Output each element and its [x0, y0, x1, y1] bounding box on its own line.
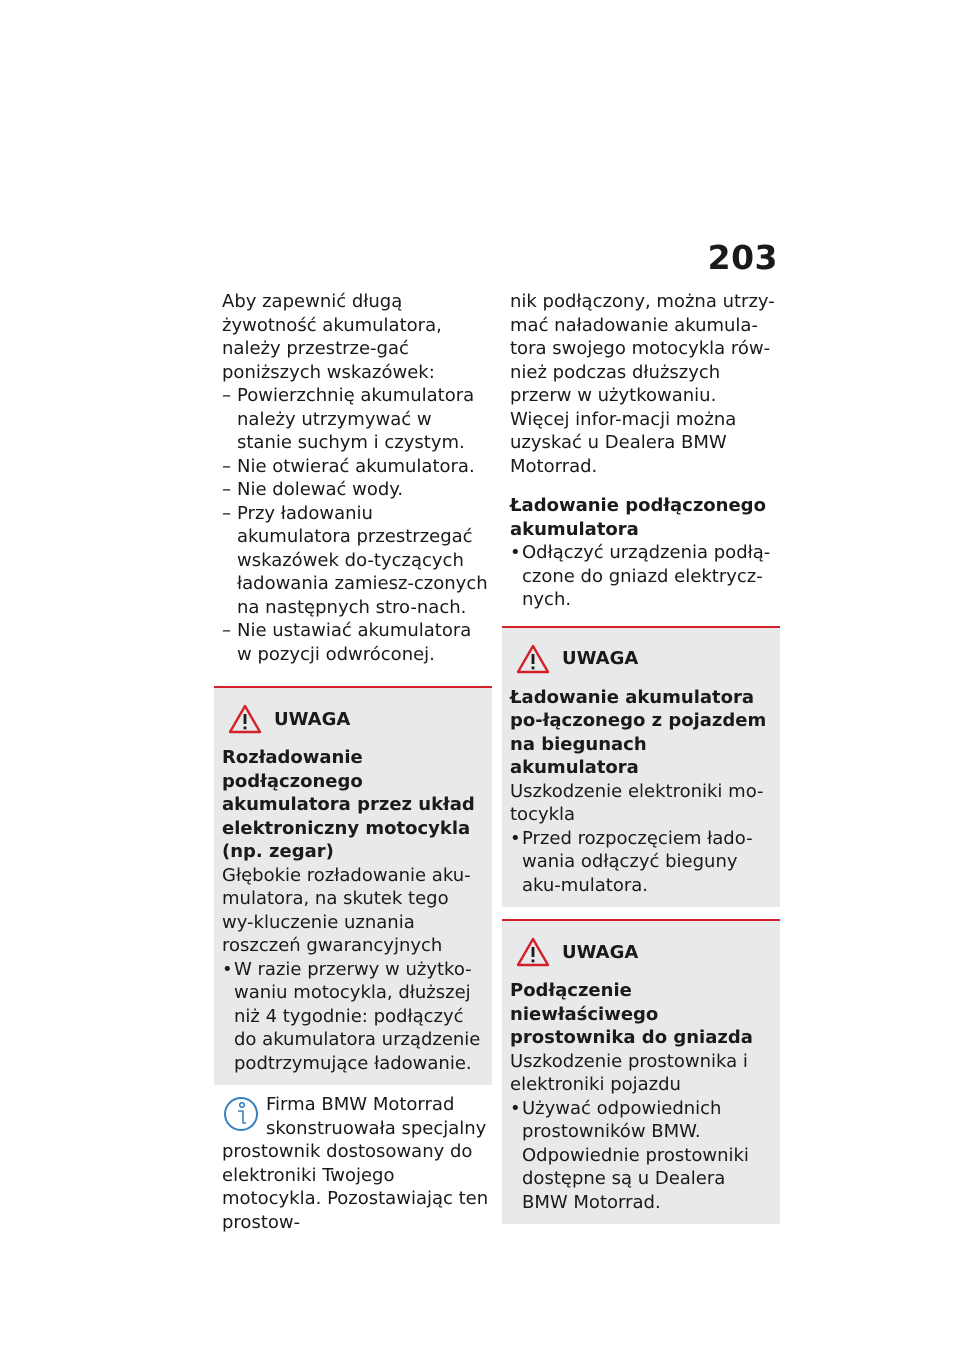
section-heading: Ładowanie podłączonego akumulatora — [510, 495, 766, 540]
list-item: • W razie przerwy w użytko-waniu motocykla, dłuższej niż 4 tygodnie: podłączyć do akumulatora urządzenie podtrzymujące ładowanie. — [222, 958, 484, 1076]
warning-label: UWAGA — [562, 941, 639, 963]
warning-box-charging — [502, 626, 780, 908]
list-item: – Nie otwierać akumulatora. — [222, 455, 490, 479]
warning-title: Rozładowanie podłączonego akumulatora przez układ elektroniczny motocykla (np. zegar) — [222, 747, 475, 862]
intro-text: Aby zapewnić długą żywotność akumulatora, należy przestrze-gać poniższych wskazówek: — [222, 291, 442, 383]
warning-consequence: Uszkodzenie elektroniki mo-tocykla — [510, 780, 764, 825]
continuation-text: nik podłączony, można utrzy-mać naładowanie akumula-tora swojego motocykla rów-nież podczas dłuższych przerw w użytkowaniu. Więcej infor-macji można uzyskać u Dealera BMW Motorrad. — [510, 291, 775, 477]
warning-triangle-icon — [516, 937, 550, 967]
list-item: • Używać odpowiednich prostowników BMW. Odpowiednie prostowniki dostępne są u Dealera BMW Motorrad. — [510, 1097, 772, 1215]
warning-triangle-icon — [228, 704, 262, 734]
warning-consequence: Głębokie rozładowanie aku-mulatora, na skutek tego wy-kluczenie uznania roszczeń gwarancyjnych — [222, 864, 471, 956]
list-item: – Nie ustawiać akumulatora w pozycji odwróconej. — [222, 619, 490, 666]
warning-label: UWAGA — [562, 648, 639, 669]
list-item: – Powierzchnię akumulatora należy utrzymywać w stanie suchym i czystym. — [222, 384, 490, 455]
left-column — [222, 290, 490, 1234]
warning-triangle-icon — [516, 644, 550, 674]
list-item: – Przy ładowaniu akumulatora przestrzegać wskazówek do-tyczących ładowania zamiesz-czonych na następnych stro-nach. — [222, 502, 490, 620]
warning-consequence: Uszkodzenie prostownika i elektroniki pojazdu — [510, 1050, 748, 1095]
list-item: • Przed rozpoczęciem łado-wania odłączyć bieguny aku-mulatora. — [510, 827, 772, 898]
warning-box-discharge — [214, 686, 492, 1085]
care-instructions-list — [222, 384, 490, 666]
right-column — [510, 290, 778, 1224]
warning-label: UWAGA — [274, 708, 351, 730]
list-item: – Nie dolewać wody. — [222, 478, 490, 502]
warning-title: Ładowanie akumulatora po-łączonego z pojazdem na biegunach akumulatora — [510, 686, 767, 778]
list-item: • Odłączyć urządzenia podłą-czone do gniazd elektrycz-nych. — [510, 541, 778, 612]
info-note — [222, 1093, 490, 1234]
info-text: Firma BMW Motorrad skonstruowała specjalny prostownik dostosowany do elektroniki Twojego motocykla. Pozostawiając ten prostow- — [222, 1094, 489, 1233]
warning-box-charger — [502, 919, 780, 1224]
info-icon — [222, 1093, 262, 1137]
page-number: 203 — [707, 238, 778, 277]
warning-title: Podłączenie niewłaściwego prostownika do gniazda — [510, 980, 753, 1048]
